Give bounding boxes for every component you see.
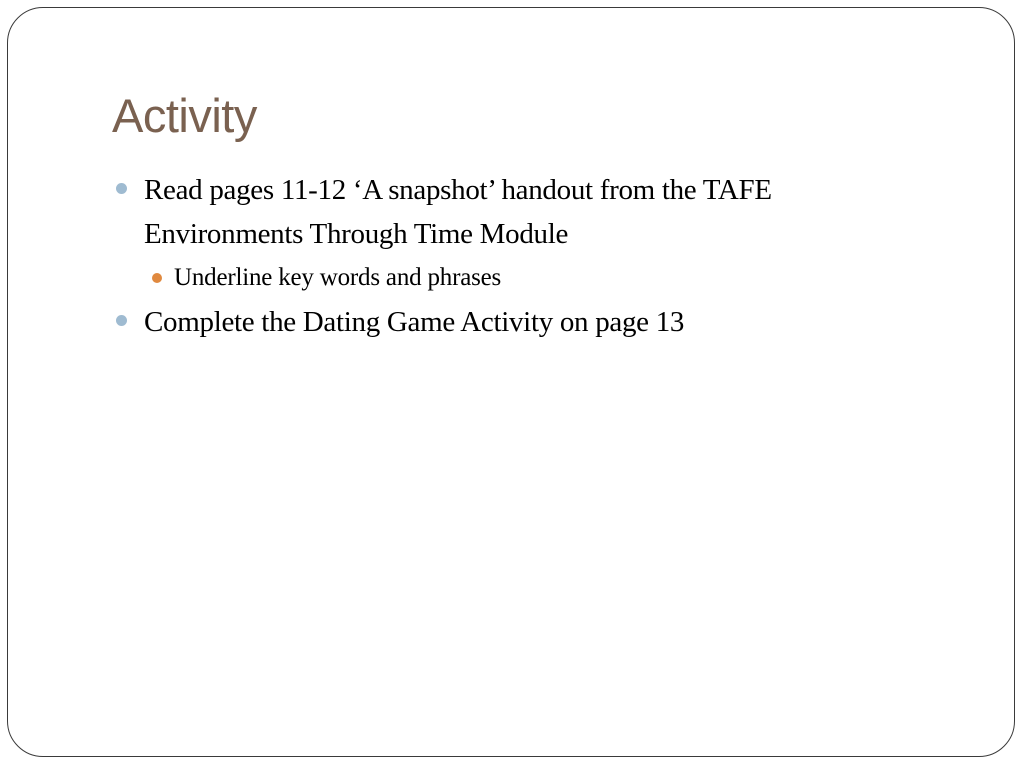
- slide-title: Activity: [112, 89, 257, 142]
- bullet-item-read-pages: [112, 168, 912, 256]
- bullet-item-dating-game: [112, 300, 912, 344]
- bullet-text: Complete the Dating Game Activity on page 13: [144, 306, 685, 338]
- sub-bullet-text: Underline key words and phrases: [174, 264, 502, 291]
- bullet-list: [112, 168, 912, 344]
- sub-bullet-dot-icon: [152, 273, 162, 283]
- bullet-dot-icon: [116, 315, 127, 326]
- bullet-text: Read pages 11-12 ‘A snapshot’ handout from the TAFE Environments Through Time Module: [144, 174, 772, 250]
- sub-bullet-item-underline: [112, 260, 912, 296]
- bullet-dot-icon: [116, 183, 127, 194]
